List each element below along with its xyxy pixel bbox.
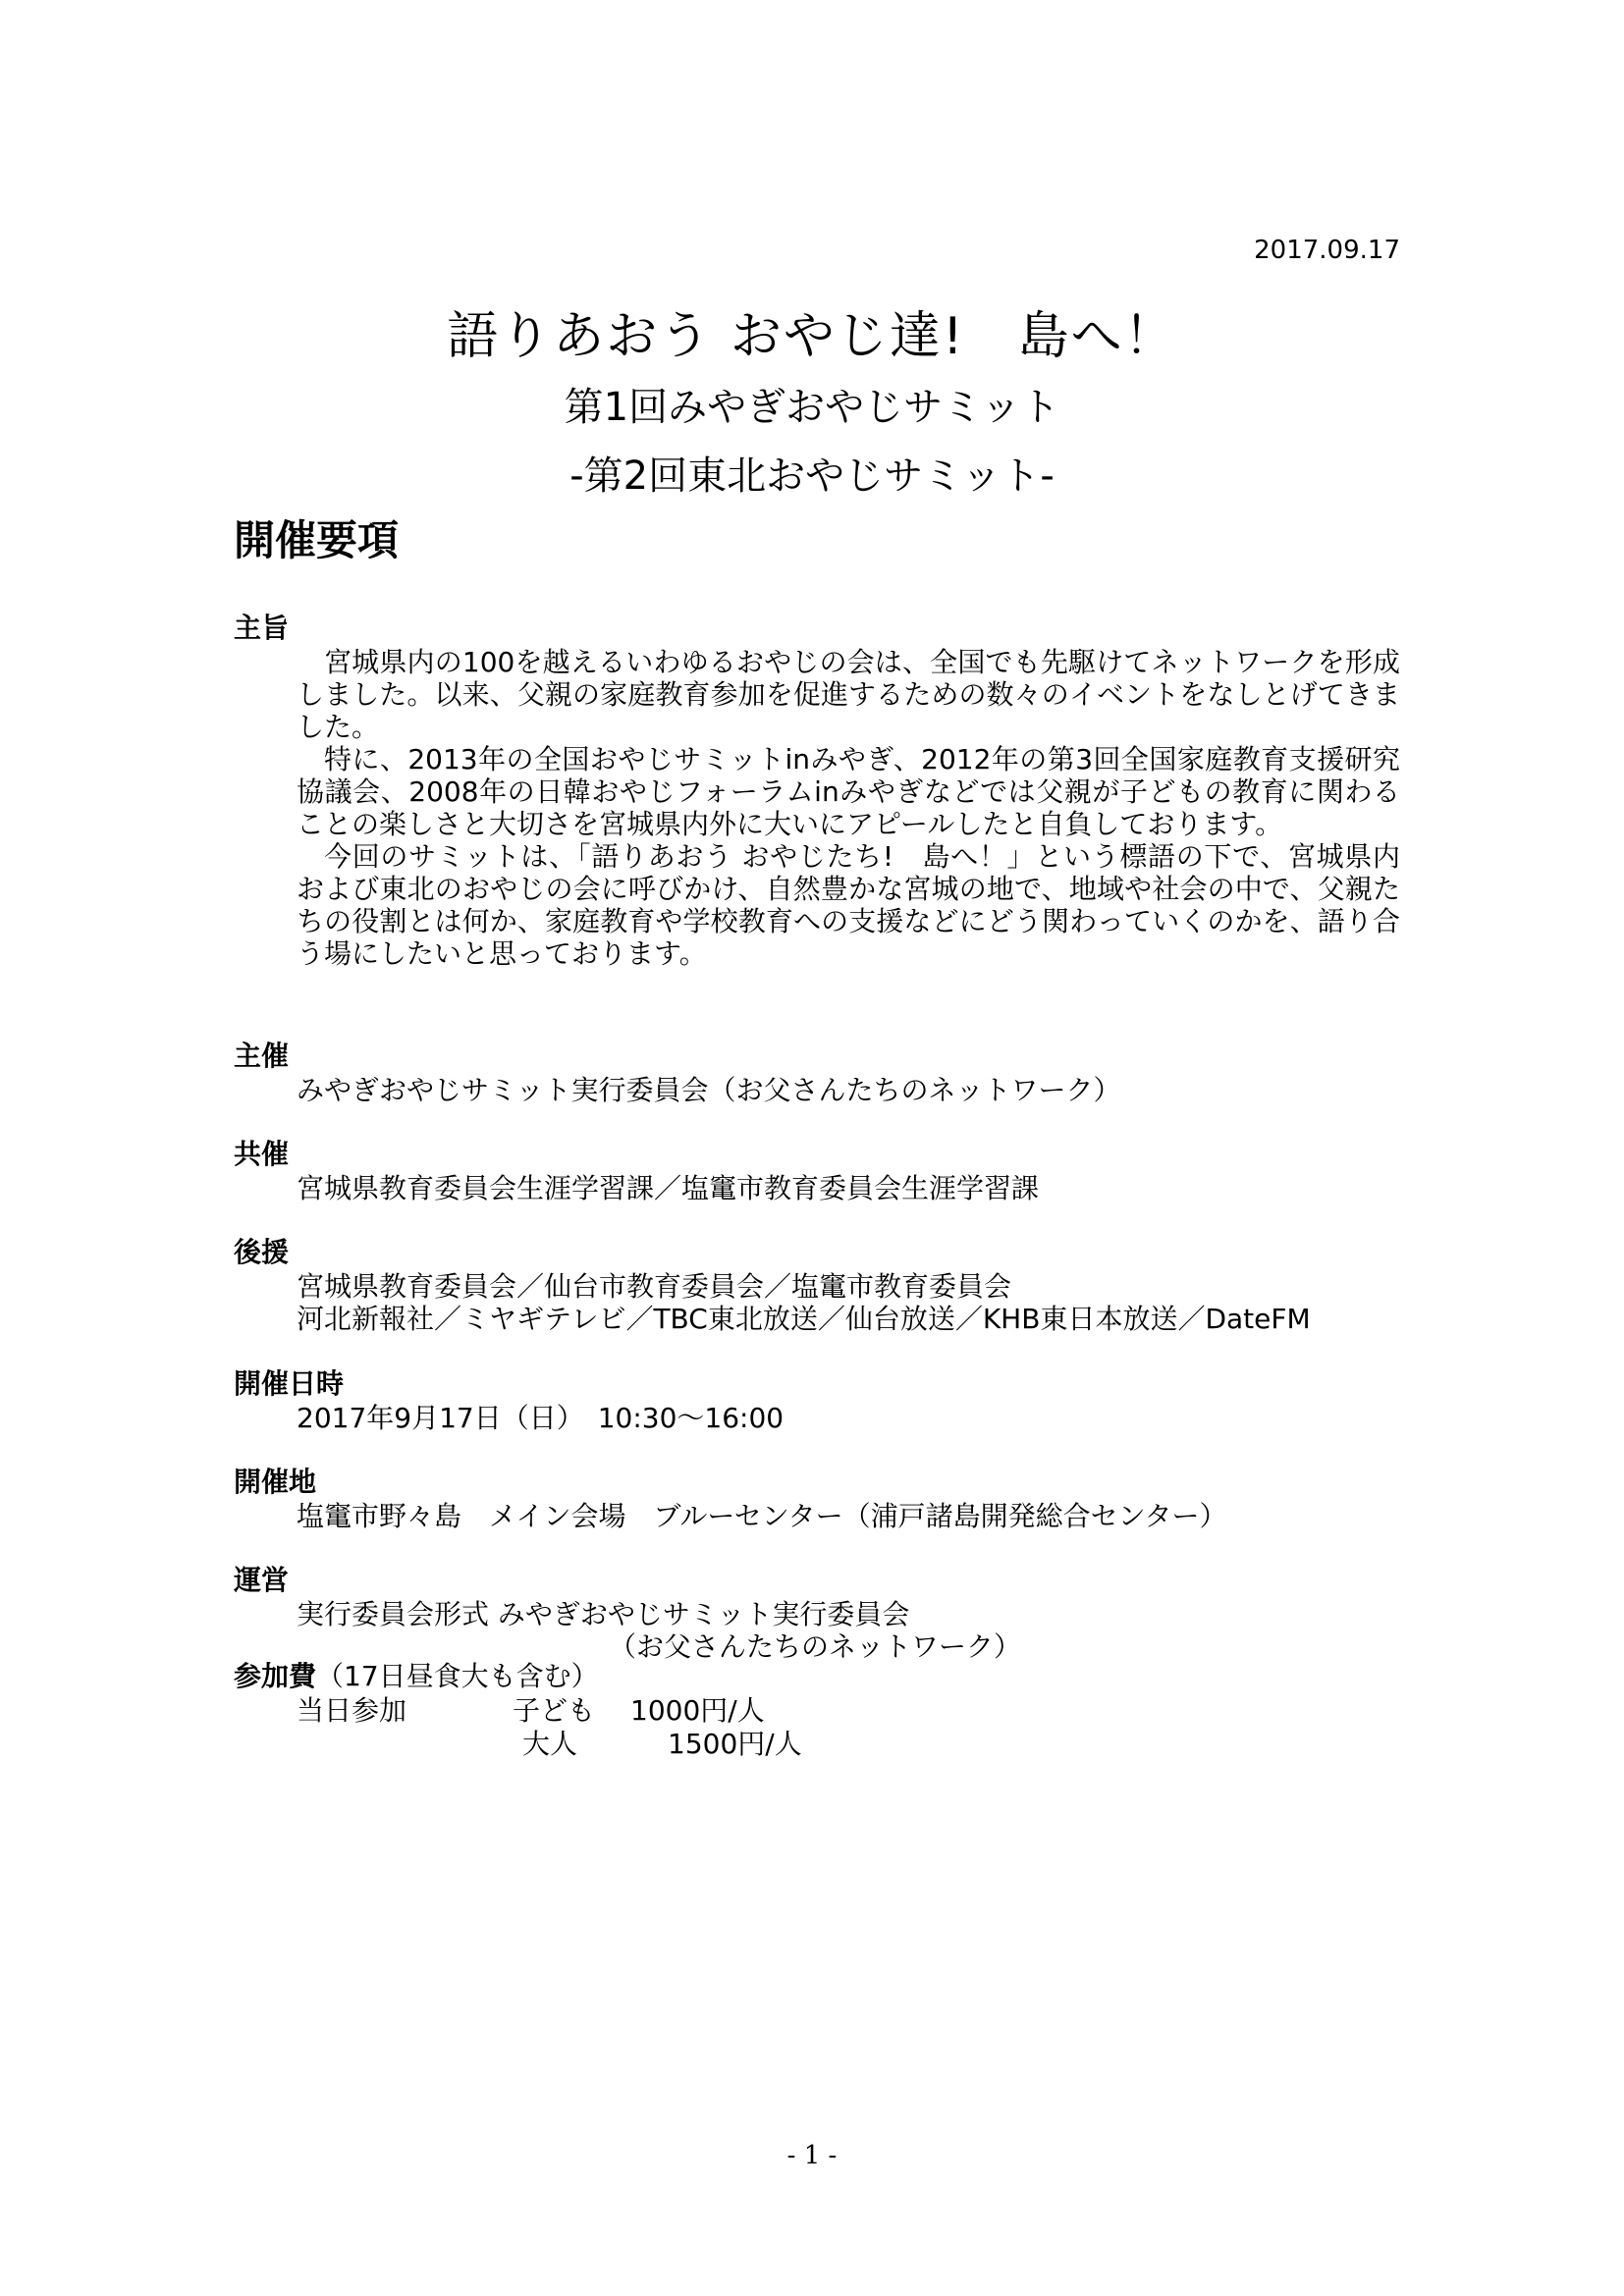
section-title: 後援 [234,1236,290,1268]
section-body [297,1402,1412,1434]
section-body [297,1074,1412,1106]
support-line-2: 河北新報社／ミヤギテレビ／TBC東北放送／仙台放送／KHB東日本放送／DateFM [297,1303,1311,1335]
document-date: 2017.09.17 [1254,236,1400,265]
main-title: 語りあおう おやじ達! 島へ！ [447,307,1177,366]
fee-adult-label: 大人 [522,1728,578,1760]
section-body [297,646,1412,970]
paragraph: 宮城県内の100を越えるいわゆるおやじの会は、全国でも先駆けてネットワークを形成しました。以来、父親の家庭教育参加を促進するための数々のイベントをなしとげてきました。 [297,646,1400,743]
organizer-text: みやぎおやじサミット実行委員会（お父さんたちのネットワーク） [297,1074,1121,1106]
fee-title: 参加費 [234,1660,317,1692]
support-line-1: 宮城県教育委員会／仙台市教育委員会／塩竃市教育委員会 [297,1270,1012,1303]
section-body [297,1598,1412,1663]
datetime-text: 2017年9月17日（日） 10:30～16:00 [297,1402,785,1434]
fee-row-child [297,1694,1412,1728]
section-title: 開催地 [234,1466,317,1498]
management-line-2: （お父さんたちのネットワーク） [609,1630,1022,1663]
cohost-text: 宮城県教育委員会生涯学習課／塩竃市教育委員会生涯学習課 [297,1172,1040,1204]
fee-spacer [297,1728,513,1761]
fee-child-label: 子ども [513,1694,596,1727]
section-title: 共催 [234,1138,290,1170]
page-number: - 1 - [786,2141,838,2170]
section-body [297,1172,1412,1204]
section-title [234,1659,1412,1694]
section-purpose [234,611,1412,970]
fee-adult-price: 1500円/人 [668,1728,802,1760]
section-title: 主旨 [234,612,290,644]
paragraph: 特に、2013年の全国おやじサミットinみやぎ、2012年の第3回全国家庭教育支援研究協議会、2008年の日韓おやじフォーラムinみやぎなどでは父親が子どもの教育に関わることの楽しさと大切さを宮城県内外に大いにアピールしたと自負しております。 [297,743,1400,840]
paragraph: 今回のサミットは、「語りあおう おやじたち! 島へ！」という標語の下で、宮城県内および東北のおやじの会に呼びかけ、自然豊かな宮城の地で、地域や社会の中で、父親たちの役割とは何か、家庭教育や学校教育への支援などにどう関わっていくのかを、語り合う場にしたいと思っております。 [297,840,1400,970]
section-fee [234,1659,1412,1761]
section-cohost [234,1137,1412,1204]
section-support [234,1235,1412,1335]
section-venue [234,1465,1412,1532]
fee-child-price: 1000円/人 [630,1694,765,1727]
section-datetime [234,1366,1412,1434]
section-organizer [234,1039,1412,1106]
section-title: 開催日時 [234,1367,345,1400]
subtitle-tohoku-summit: -第2回東北おやじサミット- [569,454,1055,499]
section-title: 主催 [234,1040,290,1072]
section-title: 運営 [234,1564,290,1596]
fee-label: 当日参加 [297,1694,407,1727]
section-body [297,1270,1412,1335]
subtitle-miyagi-summit: 第1回みやぎおやじサミット [564,385,1060,430]
document-heading: 開催要項 [234,516,400,564]
venue-text: 塩竃市野々島 メイン会場 ブルーセンター（浦戸諸島開発総合センター） [297,1500,1227,1532]
fee-note: （17日昼食大も含む） [316,1660,599,1692]
section-management [234,1563,1412,1663]
fee-row-adult [297,1728,1412,1761]
section-body [297,1500,1412,1532]
management-line-1: 実行委員会形式 みやぎおやじサミット実行委員会 [297,1598,910,1630]
